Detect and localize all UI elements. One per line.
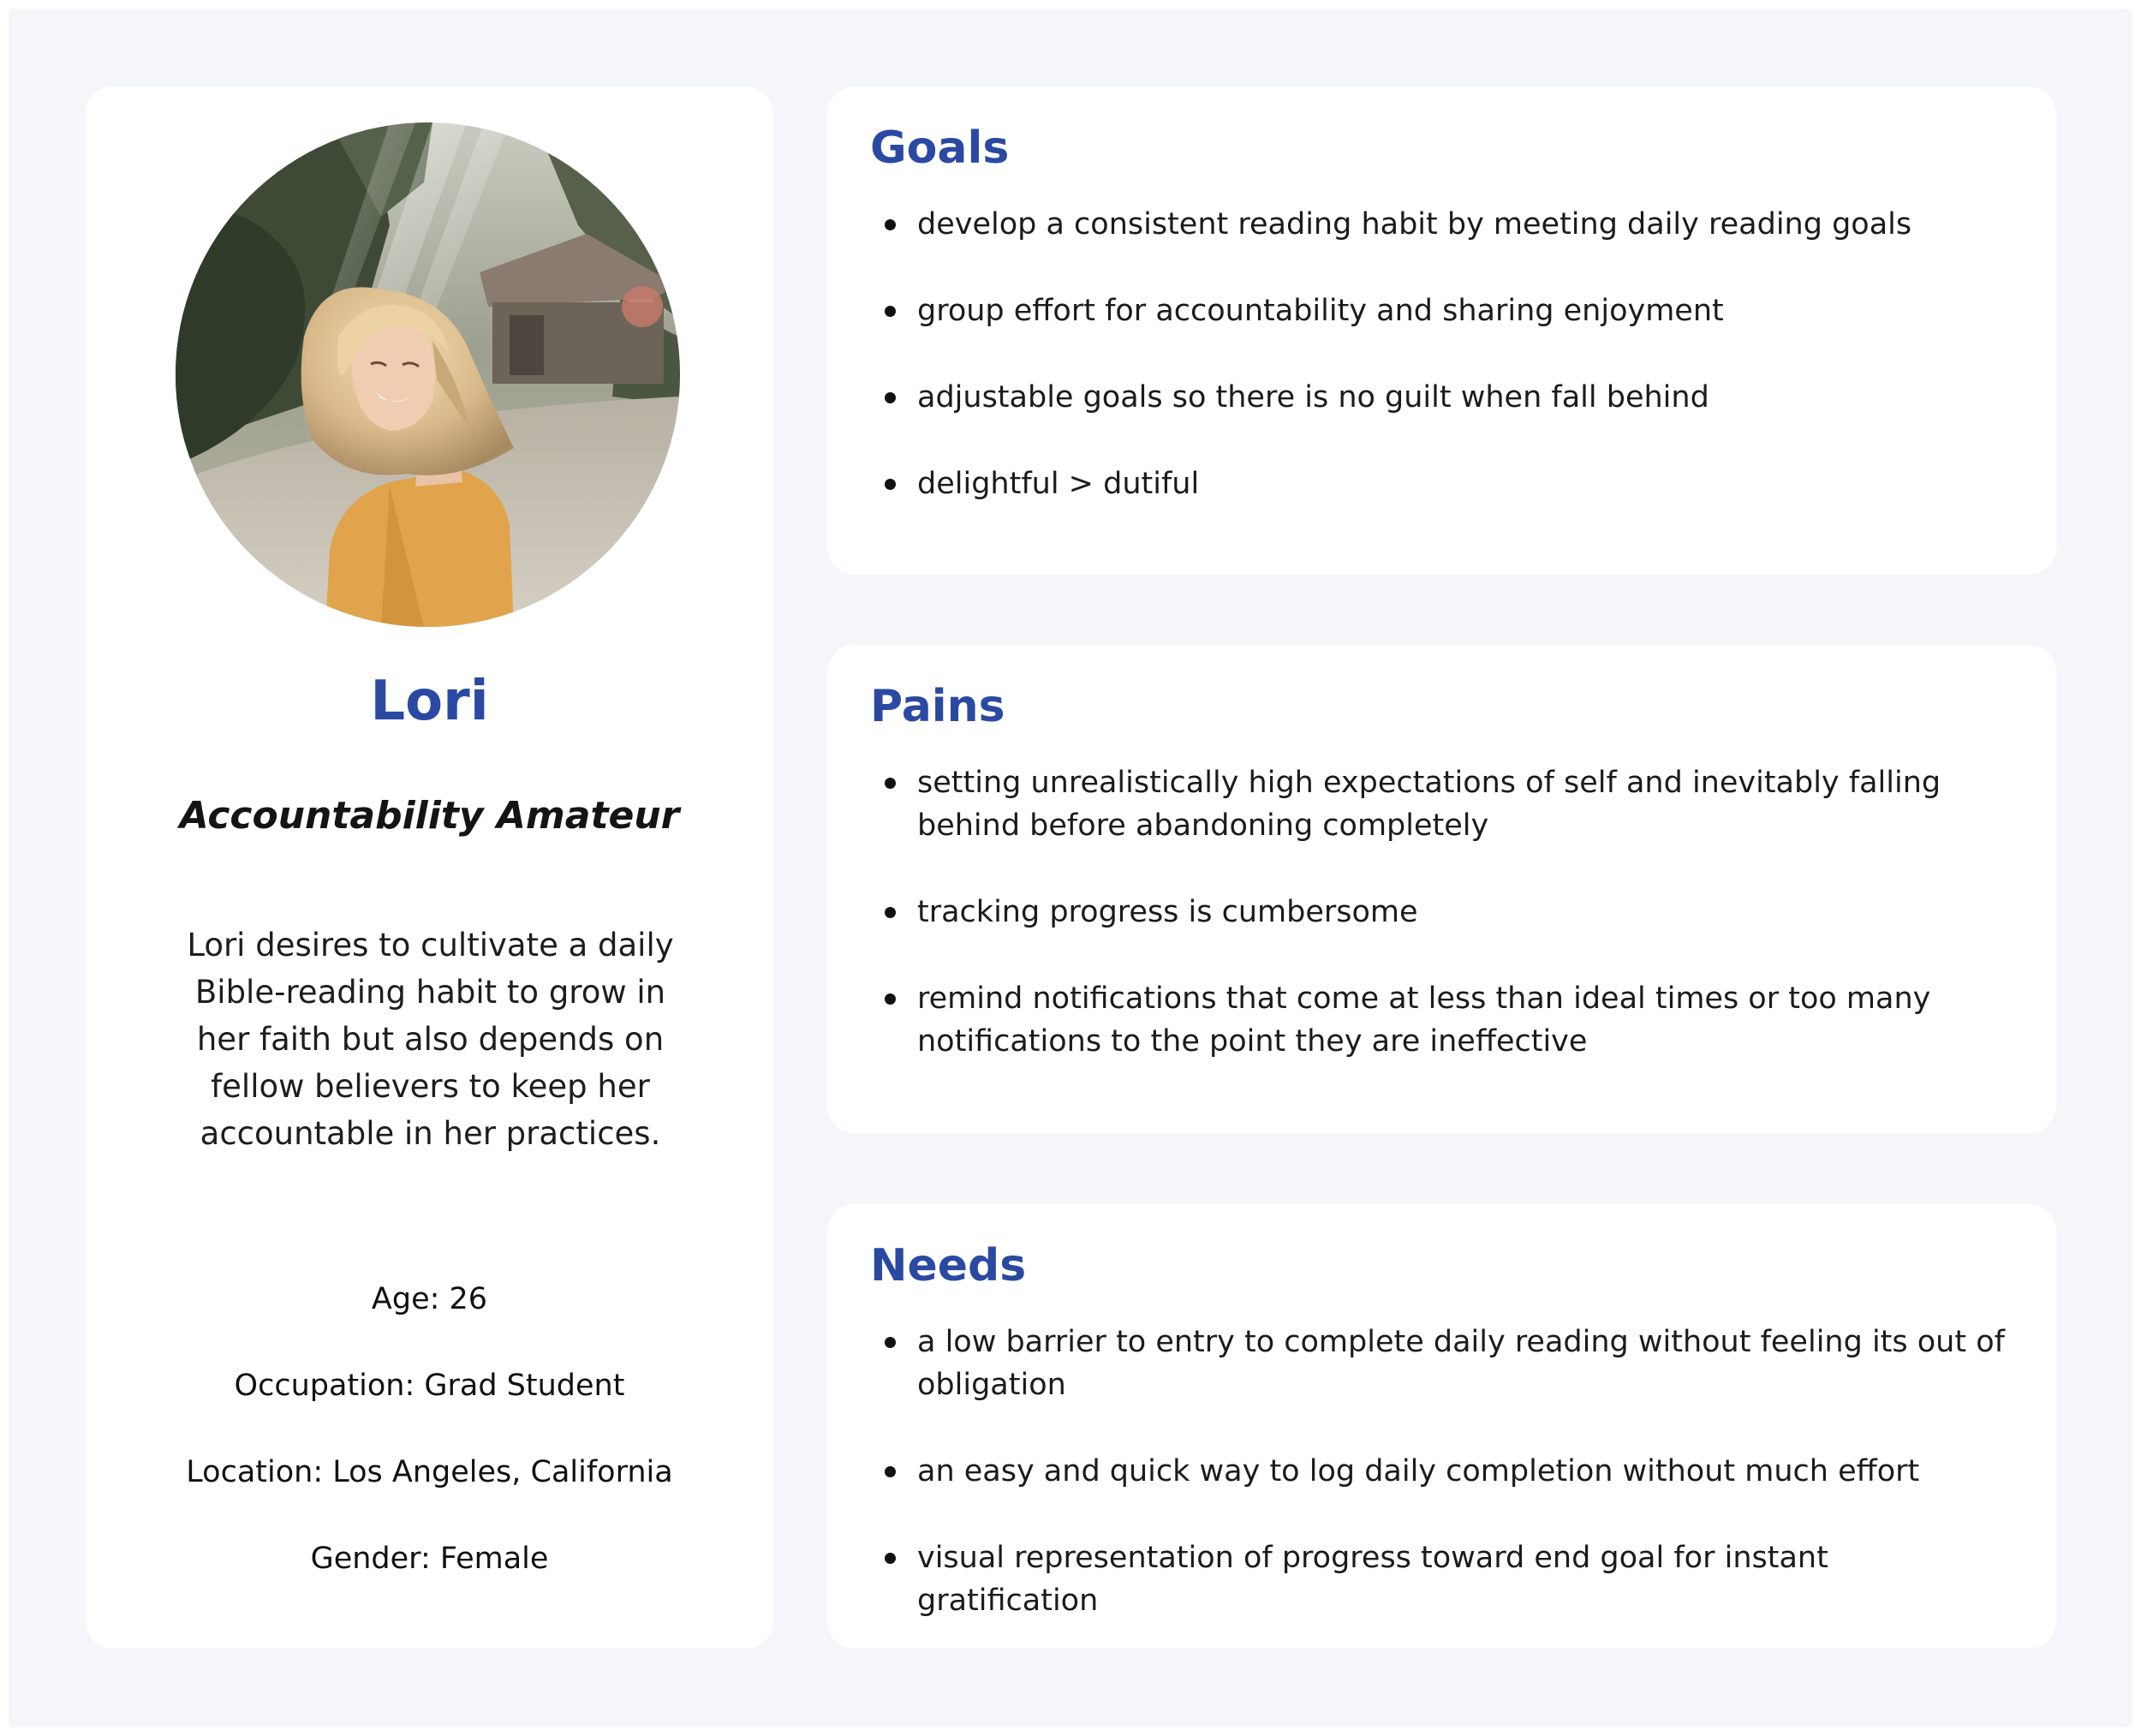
goals-title: Goals xyxy=(870,122,1010,174)
fact-location: Location: Los Angeles, California xyxy=(186,1455,673,1489)
goal-item: adjustable goals so there is no guilt when fall behind xyxy=(870,376,2013,419)
pain-item: setting unrealistically high expectations of self and inevitably falling behind before abandoning completely xyxy=(870,761,2013,847)
need-item: a low barrier to entry to complete daily reading without feeling its out of obligation xyxy=(870,1321,2013,1406)
goals-card xyxy=(827,87,2056,575)
fact-occupation: Occupation: Grad Student xyxy=(234,1369,625,1403)
goal-item: develop a consistent reading habit by meeting daily reading goals xyxy=(870,203,2013,246)
persona-facts xyxy=(86,1275,773,1621)
persona-bio: Lori desires to cultivate a daily Bible-reading habit to grow in her faith but also depends on fellow believers to keep her accountable in her practices. xyxy=(187,927,674,1152)
pains-card xyxy=(827,645,2056,1133)
need-item: visual representation of progress toward end goal for instant gratification xyxy=(870,1536,2013,1622)
pains-title: Pains xyxy=(870,681,1005,732)
fact-gender: Gender: Female xyxy=(310,1542,549,1576)
goals-list xyxy=(870,203,2013,505)
portrait-photo-icon xyxy=(176,122,680,627)
persona-name: Lori xyxy=(370,670,489,733)
needs-list xyxy=(870,1321,2013,1622)
profile-photo xyxy=(176,122,680,627)
pains-list xyxy=(870,761,2013,1063)
persona-board xyxy=(11,11,2130,1725)
fact-age: Age: 26 xyxy=(371,1282,488,1316)
pain-item: tracking progress is cumbersome xyxy=(870,891,2013,934)
persona-role: Accountability Amateur xyxy=(179,794,680,838)
pain-item: remind notifications that come at less than ideal times or too many notifications to the point they are ineffective xyxy=(870,977,2013,1063)
needs-card xyxy=(827,1204,2056,1649)
goal-item: delightful > dutiful xyxy=(870,462,2013,505)
needs-title: Needs xyxy=(870,1240,1027,1292)
profile-card xyxy=(86,87,773,1649)
goal-item: group effort for accountability and sharing enjoyment xyxy=(870,289,2013,332)
need-item: an easy and quick way to log daily completion without much effort xyxy=(870,1450,2013,1493)
